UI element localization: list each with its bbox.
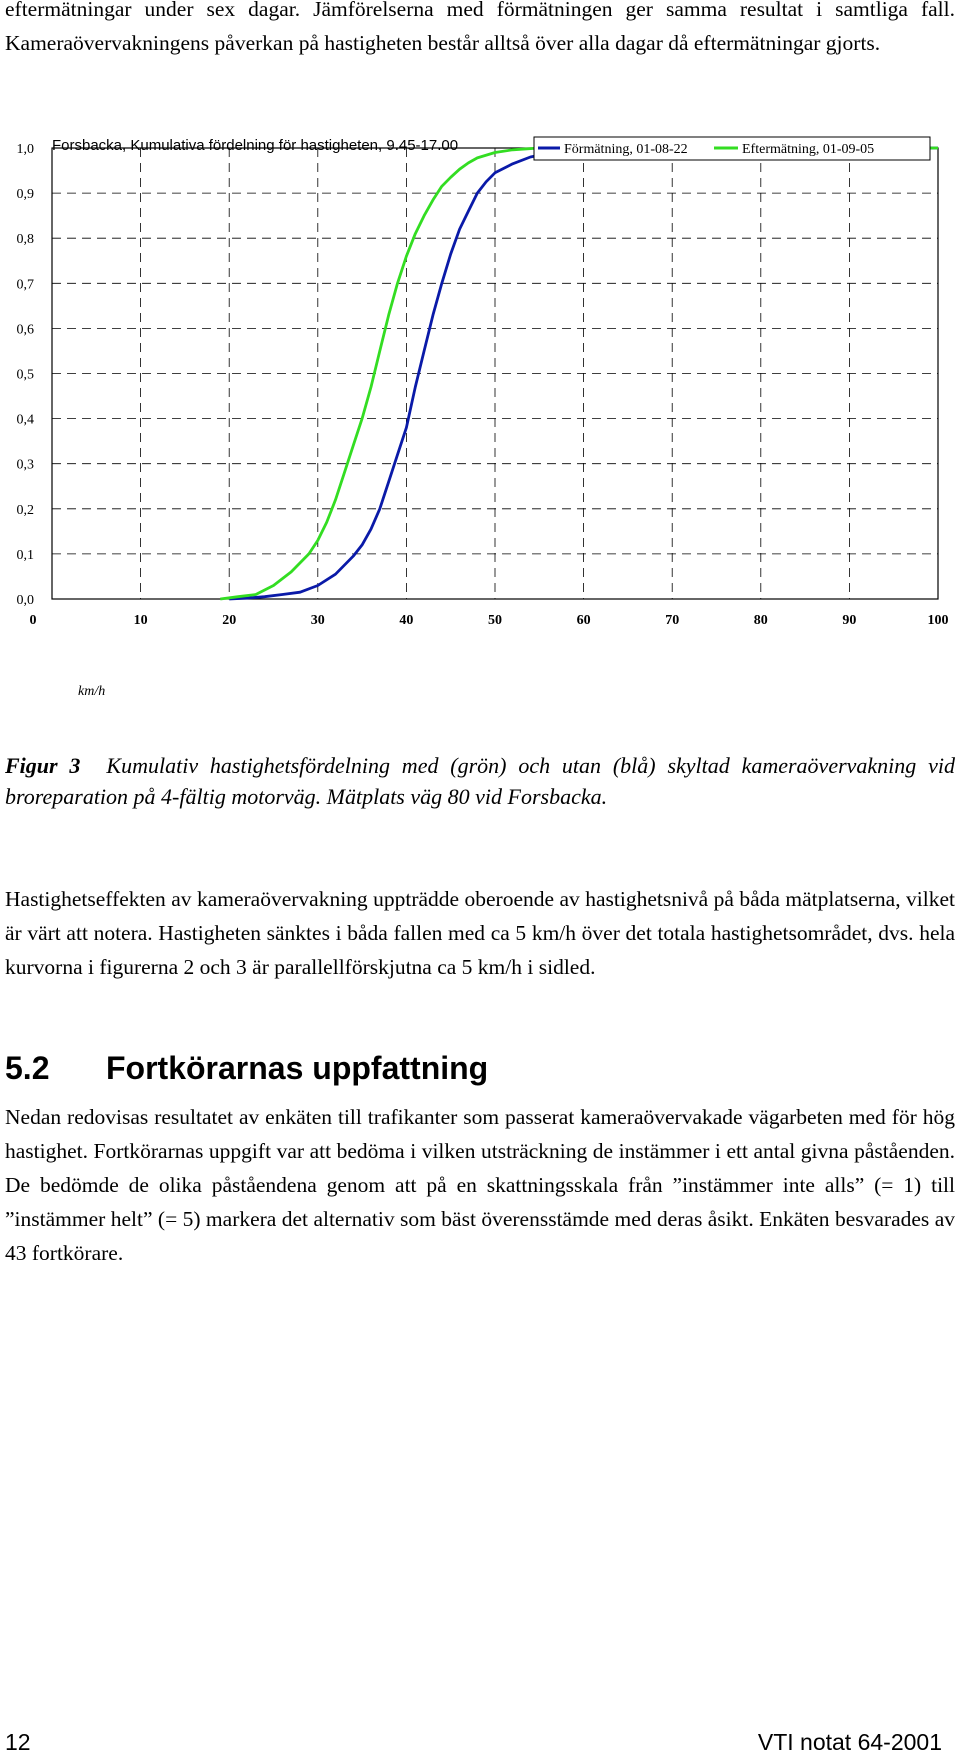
figure-caption bbox=[5, 750, 955, 812]
legend-label-before: Förmätning, 01-08-22 bbox=[564, 142, 688, 157]
x-axis-ticks bbox=[30, 613, 949, 628]
x-tick-label: 90 bbox=[842, 613, 857, 628]
y-tick-label: 0,5 bbox=[16, 367, 34, 383]
figure-caption-text: Kumulativ hastighetsfördelning med (grön) och utan (blå) skyltad kameraövervakning vid broreparation på 4-fältig motorväg. Mätplats väg 80 vid Forsbacka. bbox=[5, 753, 955, 809]
y-tick-label: 0,4 bbox=[16, 412, 34, 428]
x-tick-label: 60 bbox=[576, 613, 591, 628]
chart-title: Forsbacka, Kumulativa fördelning för hastigheten, 9.45-17.00 bbox=[52, 137, 459, 154]
x-tick-label: 30 bbox=[310, 613, 325, 628]
y-tick-label: 0,7 bbox=[16, 277, 34, 293]
section-title: Fortkörarnas uppfattning bbox=[106, 1050, 489, 1086]
section-heading bbox=[5, 1048, 488, 1088]
chart-grid bbox=[52, 148, 938, 599]
x-tick-label: 80 bbox=[753, 613, 768, 628]
cumulative-speed-chart bbox=[0, 128, 960, 728]
page-number: 12 bbox=[5, 1729, 31, 1755]
x-tick-label: 70 bbox=[665, 613, 680, 628]
intro-paragraph: eftermätningar under sex dagar. Jämförelserna med förmätningen ger samma resultat i samtliga fall. Kameraövervakningens påverkan på hastigheten består alltså över alla dagar då eftermätningar gjorts. bbox=[5, 0, 955, 55]
section-number: 5.2 bbox=[5, 1050, 50, 1086]
x-axis-label: km/h bbox=[78, 684, 106, 699]
y-tick-label: 0,9 bbox=[16, 187, 34, 203]
effect-paragraph: Hastighetseffekten av kameraövervakning uppträdde oberoende av hastighetsnivå på båda mätplatserna, vilket är värt att notera. Hastigheten sänktes i båda fallen med ca 5 km/h över det totala hastighetsområdet, dvs. hela kurvorna i figurerna 2 och 3 är parallellförskjutna ca 5 km/h i sidled. bbox=[5, 887, 955, 979]
report-series: VTI notat 64-2001 bbox=[757, 1729, 942, 1755]
x-tick-label: 10 bbox=[133, 613, 148, 628]
y-tick-label: 0,2 bbox=[16, 502, 34, 518]
y-tick-label: 0,8 bbox=[16, 232, 34, 248]
x-tick-label: 0 bbox=[29, 613, 37, 628]
y-tick-label: 0,6 bbox=[16, 322, 34, 338]
y-tick-label: 0,3 bbox=[16, 457, 34, 473]
x-tick-label: 50 bbox=[488, 613, 502, 628]
survey-paragraph: Nedan redovisas resultatet av enkäten till trafikanter som passerat kameraövervakade vägarbeten med för hög hastighet. Fortkörarnas uppgift var att bedöma i vilken utsträckning de instämmer i ett antal givna påståenden. De bedömde de olika påståendena genom att på en skattningsskala från ”instämmer inte alls” (= 1) till ”instämmer helt” (= 5) markera det alternativ som bäst överensstämde med deras åsikt. Enkäten besvarades av 43 fortkörare. bbox=[5, 1105, 955, 1265]
x-tick-label: 40 bbox=[399, 613, 414, 628]
y-axis-ticks bbox=[17, 142, 35, 608]
y-tick-label: 0,0 bbox=[16, 593, 34, 608]
x-tick-label: 20 bbox=[222, 613, 237, 628]
y-tick-label: 1,0 bbox=[16, 142, 34, 157]
y-tick-label: 0,1 bbox=[16, 547, 34, 563]
chart-legend bbox=[534, 137, 930, 160]
legend-label-after: Eftermätning, 01-09-05 bbox=[742, 142, 875, 157]
figure-label: Figur 3 bbox=[5, 753, 81, 778]
x-tick-label: 100 bbox=[927, 613, 949, 628]
